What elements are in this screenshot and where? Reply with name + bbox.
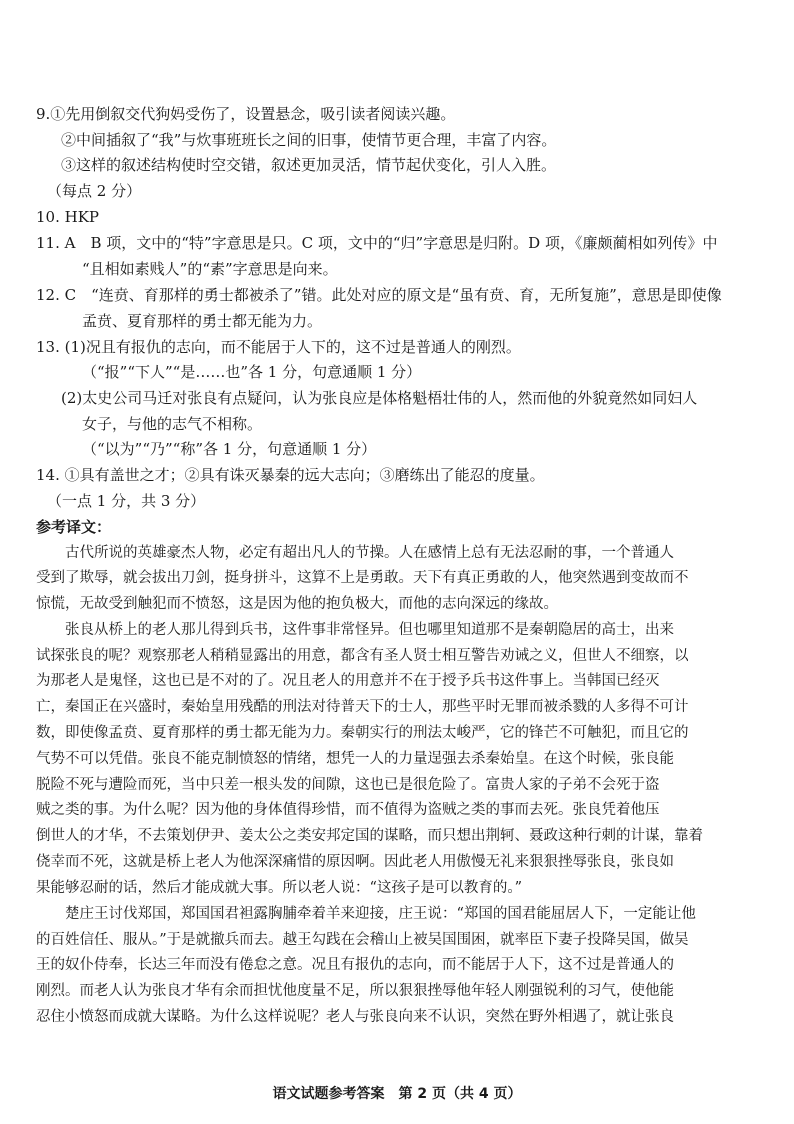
translation-line: 忍住小愤怒而成就大谋略。为什么这样说呢？老人与张良向来不认识，突然在野外相遇了，就让张良 — [36, 1009, 674, 1025]
translation-line: 惊慌，无故受到触犯而不愤怒，这是因为他的抱负极大，而他的志向深远的缘故。 — [36, 596, 558, 612]
answer-13-2-line-1: (2)太史公司马迁对张良有点疑问，认为张良应是体格魁梧壮伟的人，然而他的外貌竟然如同妇人 — [61, 389, 698, 407]
answer-9-score: （每点 2 分） — [47, 182, 142, 200]
answer-13-1-score: （“报”“下人”“是……也”各 1 分，句意通顺 1 分） — [82, 363, 422, 381]
translation-line: 刚烈。而老人认为张良才华有余而担忧他度量不足，所以狠狠挫辱他年轻人刚强锐利的习气，使他能 — [36, 983, 674, 999]
translation-heading: 参考译文： — [36, 518, 112, 536]
translation-line: 试探张良的呢？观察那老人稍稍显露出的用意，都含有圣人贤士相互警告劝诫之义，但世人不细察，以 — [36, 648, 689, 664]
translation-line: 倒世人的才华，不去策划伊尹、姜太公之类安邦定国的谋略，而只想出荆轲、聂政这种行刺的计谋，靠着 — [36, 828, 703, 844]
answer-9-point-1: 9.①先用倒叙交代狗妈受伤了，设置悬念，吸引读者阅读兴趣。 — [36, 105, 456, 123]
translation-line: 气势不可以凭借。张良不能克制愤怒的情绪，想凭一人的力量逞强去杀秦始皇。在这个时候，张良能 — [36, 751, 674, 767]
translation-line: 受到了欺辱，就会拔出刀剑，挺身拼斗，这算不上是勇敢。天下有真正勇敢的人，他突然遇到变故而不 — [36, 570, 689, 586]
translation-line: 贼之类的事。为什么呢？因为他的身体值得珍惜，而不值得为盗贼之类的事而去死。张良凭着他压 — [36, 802, 660, 818]
translation-line: 王的奴仆侍奉，长达三年而没有倦怠之意。况且有报仇的志向，而不能居于人下，这不过是普通人的 — [36, 957, 674, 973]
answer-9-point-3: ③这样的叙述结构使时空交错，叙述更加灵活，情节起伏变化，引人入胜。 — [61, 156, 557, 174]
translation-line: 脱险不死与遭险而死，当中只差一根头发的间隙，这也已是很危险了。富贵人家的子弟不会死于盗 — [36, 777, 660, 793]
answer-12-line-2: 孟贲、夏育那样的勇士都无能为力。 — [82, 312, 323, 330]
translation-line: 的百姓信任、服从。”于是就撤兵而去。越王勾践在会稽山上被吴国围困，就率臣下妻子投降吴国，做吴 — [36, 932, 689, 948]
answer-12-line-1: 12. C “连贲、育那样的勇士都被杀了”错。此处对应的原文是“虽有贲、育，无所复施”，意思是即使像 — [36, 286, 722, 304]
answer-13-2-line-2: 女子，与他的志气不相称。 — [82, 415, 263, 433]
translation-line: 楚庄王讨伐郑国，郑国国君袒露胸脯牵着羊来迎接，庄王说：“郑国的国君能屈居人下，一定能让他 — [65, 906, 696, 922]
translation-line: 果能够忍耐的话，然后才能成就大事。所以老人说：“这孩子是可以教育的。” — [36, 880, 523, 896]
translation-line: 张良从桥上的老人那儿得到兵书，这件事非常怪异。但也哪里知道那不是秦朝隐居的高士，出来 — [65, 622, 674, 638]
translation-line: 古代所说的英雄豪杰人物，必定有超出凡人的节操。人在感情上总有无法忍耐的事，一个普通人 — [65, 545, 674, 561]
answer-10: 10. HKP — [36, 208, 100, 226]
translation-line: 亡，秦国正在兴盛时，秦始皇用残酷的刑法对待普天下的士人，那些平时无罪而被杀戮的人多得不可计 — [36, 699, 689, 715]
answer-9-point-2: ②中间插叙了“我”与炊事班班长之间的旧事，使情节更合理，丰富了内容。 — [61, 131, 557, 149]
translation-line: 数，即使像孟贲、夏育那样的勇士都无能为力。秦朝实行的刑法太峻严，它的锋芒不可触犯，而且它的 — [36, 725, 689, 741]
answer-13-2-score: （“以为”“乃”“称”各 1 分，句意通顺 1 分） — [82, 440, 377, 458]
answer-13-1: 13. (1)况且有报仇的志向，而不能居于人下的，这不过是普通人的刚烈。 — [36, 338, 521, 356]
page-footer: 语文试题参考答案 第 2 页（共 4 页） — [272, 1086, 522, 1102]
answer-14: 14. ①具有盖世之才；②具有诛灭暴秦的远大志向；③磨练出了能忍的度量。 — [36, 466, 545, 484]
answer-11-line-1: 11. A B 项，文中的“特”字意思是只。C 项，文中的“归”字意思是归附。D 项，《廉颇蔺相如列传》中 — [36, 234, 718, 252]
translation-line: 侥幸而不死，这就是桥上老人为他深深痛惜的原因啊。因此老人用傲慢无礼来狠狠挫辱张良，张良如 — [36, 854, 674, 870]
translation-line: 为那老人是鬼怪，这也已是不对的了。况且老人的用意并不在于授予兵书这件事上。当韩国已经灭 — [36, 673, 660, 689]
answer-11-line-2: “且相如素贱人”的“素”字意思是向来。 — [82, 260, 338, 278]
answer-14-score: （一点 1 分，共 3 分） — [47, 492, 206, 510]
